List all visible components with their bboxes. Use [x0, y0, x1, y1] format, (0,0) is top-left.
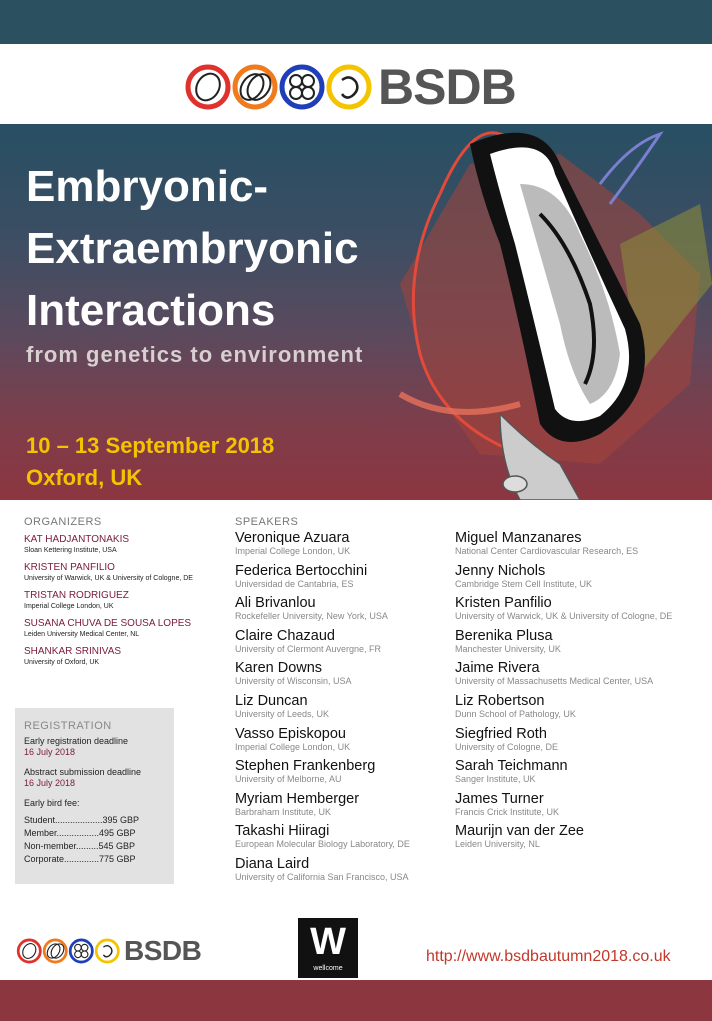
speakers-column-1 [235, 530, 455, 889]
fee-row: Non-member.........545 GBP [24, 841, 136, 851]
speaker-item [455, 791, 675, 824]
speaker-institution: Barbraham Institute, UK [235, 806, 332, 817]
speaker-institution: Universidad de Cantabria, ES [235, 578, 354, 589]
organizer-item [24, 646, 224, 668]
speaker-item [235, 693, 455, 726]
bsdb-logo-footer [16, 937, 201, 965]
speaker-institution: Cambridge Stem Cell Institute, UK [455, 578, 593, 589]
speaker-institution: Sanger Institute, UK [455, 774, 536, 785]
speaker-item [455, 563, 675, 596]
registration-box [15, 708, 174, 884]
top-bar [0, 0, 712, 44]
organizer-name: KAT HADJANTONAKIS [24, 534, 130, 545]
fee-row: Member.................495 GBP [24, 828, 136, 838]
organizer-name: SUSANA CHUVA DE SOUSA LOPES [24, 618, 192, 629]
speaker-name: Takashi Hiiragi [235, 823, 330, 840]
speaker-name: Berenika Plusa [455, 627, 553, 644]
speaker-institution: Imperial College London, UK [235, 546, 351, 556]
speaker-item [235, 726, 455, 759]
bsdb-rings-icon [184, 62, 372, 112]
speaker-institution: Dunn School of Pathology, UK [455, 708, 576, 719]
speaker-name: Stephen Frankenberg [235, 758, 376, 775]
speaker-name: Jaime Rivera [455, 660, 540, 677]
speaker-name: Siegfried Roth [455, 725, 547, 742]
speaker-name: Ali Brivanlou [235, 595, 316, 612]
title-line: Embryonic- [26, 162, 269, 211]
event-subtitle: from genetics to environment [26, 342, 364, 367]
organizer-institution: Leiden University Medical Center, NL [24, 631, 140, 638]
bsdb-logo [184, 59, 516, 115]
speaker-item [235, 660, 455, 693]
header-logo-bar [0, 44, 712, 124]
abstract-deadline-date: 16 July 2018 [24, 778, 76, 788]
speaker-institution: University of Clermont Auvergne, FR [235, 643, 382, 654]
event-location: Oxford, UK [26, 465, 143, 490]
event-title [26, 156, 359, 342]
speaker-item [455, 628, 675, 661]
speaker-name: Federica Bertocchini [235, 562, 368, 579]
speaker-name: Sarah Teichmann [455, 758, 568, 775]
organizer-item [24, 562, 224, 584]
speaker-item [455, 693, 675, 726]
bsdb-rings-icon [16, 937, 120, 965]
speaker-institution: Francis Crick Institute, UK [455, 806, 560, 817]
speaker-institution: University of Cologne, DE [455, 741, 559, 752]
speakers-label: SPEAKERS [235, 516, 299, 528]
speaker-item [235, 823, 455, 856]
speaker-institution: University of Massachusetts Medical Center, USA [455, 676, 654, 687]
organizer-institution: Imperial College London, UK [24, 603, 114, 610]
organizer-item [24, 534, 224, 556]
speaker-item [455, 823, 675, 856]
organizers-section [24, 516, 224, 668]
speaker-item [235, 791, 455, 824]
speaker-name: Karen Downs [235, 660, 323, 677]
speaker-name: Liz Duncan [235, 692, 308, 709]
speaker-name: Jenny Nichols [455, 562, 546, 579]
speaker-name: Diana Laird [235, 855, 310, 872]
hero-banner [0, 124, 712, 500]
registration-label: REGISTRATION [24, 720, 112, 732]
speaker-item [235, 758, 455, 791]
speaker-item [235, 563, 455, 596]
event-dates: 10 – 13 September 2018 [26, 433, 275, 458]
speaker-institution: Imperial College London, UK [235, 741, 351, 752]
wellcome-logo [298, 918, 358, 978]
speaker-item [455, 530, 675, 563]
organizer-institution: Sloan Kettering Institute, USA [24, 547, 117, 554]
speaker-institution: University of Wisconsin, USA [235, 676, 352, 687]
speaker-item [235, 595, 455, 628]
speaker-name: Miguel Manzanares [455, 530, 582, 546]
event-dates-location [26, 430, 274, 494]
bsdb-wordmark: BSDB [378, 59, 516, 115]
organizer-name: TRISTAN RODRIGUEZ [24, 590, 129, 601]
speaker-name: James Turner [455, 790, 544, 807]
speaker-name: Claire Chazaud [235, 627, 335, 644]
speakers-grid [235, 530, 705, 889]
speaker-item [235, 856, 455, 889]
speaker-institution: Manchester University, UK [455, 643, 561, 654]
early-registration-label: Early registration deadline [24, 736, 129, 746]
speaker-institution: National Center Cardiovascular Research, ES [455, 546, 639, 556]
speaker-name: Kristen Panfilio [455, 595, 552, 612]
speaker-item [455, 726, 675, 759]
speaker-name: Maurijn van der Zee [455, 823, 584, 840]
wellcome-letter: W [310, 921, 346, 963]
speakers-section [235, 516, 705, 889]
organizer-institution: University of Warwick, UK & University of Cologne, DE [24, 575, 193, 582]
speaker-institution: University of Melborne, AU [235, 774, 342, 785]
speaker-institution: University of Leeds, UK [235, 708, 330, 719]
speaker-institution: University of California San Francisco, USA [235, 871, 409, 882]
speaker-name: Myriam Hemberger [235, 790, 360, 807]
abstract-deadline-label: Abstract submission deadline [24, 767, 142, 777]
fee-title: Early bird fee: [24, 798, 80, 808]
early-registration-date: 16 July 2018 [24, 747, 76, 757]
title-line: Interactions [26, 286, 276, 335]
speaker-name: Vasso Episkopou [235, 725, 346, 742]
organizer-item [24, 618, 224, 640]
fee-row: Student...................395 GBP [24, 815, 140, 825]
speaker-item [235, 530, 455, 563]
website-link[interactable]: http://www.bsdbautumn2018.co.uk [426, 948, 671, 965]
organizer-name: SHANKAR SRINIVAS [24, 646, 122, 657]
speaker-institution: University of Warwick, UK & University of Cologne, DE [455, 611, 673, 622]
organizers-label: ORGANIZERS [24, 516, 102, 528]
speaker-institution: European Molecular Biology Laboratory, DE [235, 839, 410, 850]
organizer-item [24, 590, 224, 612]
fee-row: Corporate..............775 GBP [24, 854, 136, 864]
speaker-item [455, 758, 675, 791]
speaker-institution: Rockefeller University, New York, USA [235, 611, 388, 622]
speaker-institution: Leiden University, NL [455, 839, 540, 850]
bottom-bar [0, 980, 712, 1021]
speaker-name: Liz Robertson [455, 692, 545, 709]
title-line: Extraembryonic [26, 224, 359, 273]
wellcome-word: wellcome [313, 965, 343, 972]
bsdb-wordmark: BSDB [124, 935, 202, 966]
organizer-institution: University of Oxford, UK [24, 659, 100, 666]
speaker-name: Veronique Azuara [235, 530, 350, 546]
speaker-item [455, 595, 675, 628]
speaker-item [455, 660, 675, 693]
speakers-column-2 [455, 530, 675, 889]
speaker-item [235, 628, 455, 661]
organizer-name: KRISTEN PANFILIO [24, 562, 115, 573]
